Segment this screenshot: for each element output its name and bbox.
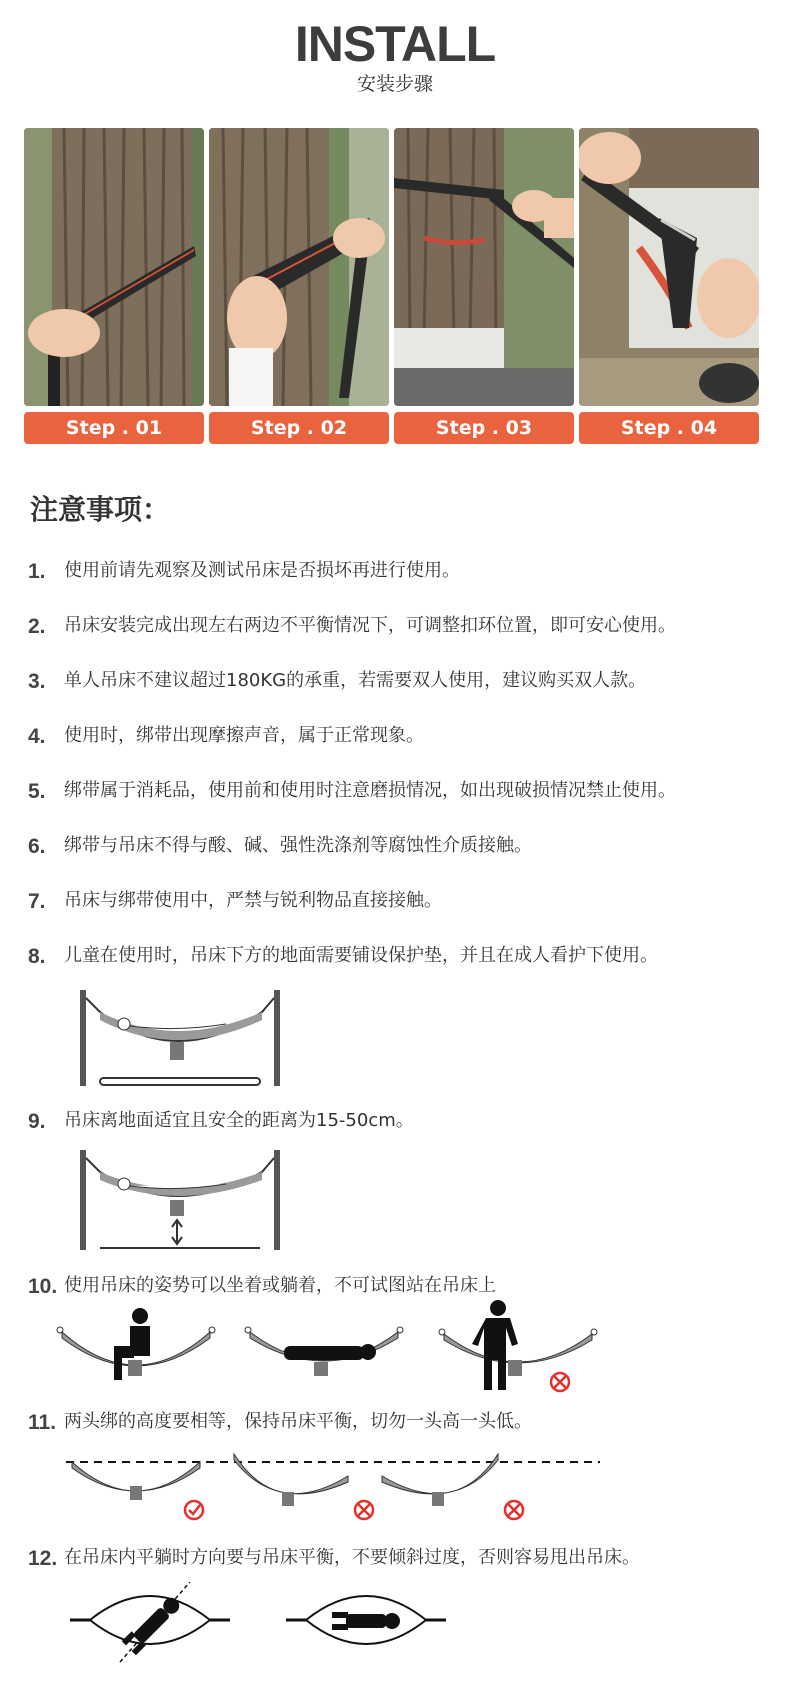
child-protection-illustration xyxy=(76,990,286,1090)
note-8-text: 儿童在使用时，吊床下方的地面需要铺设保护垫，并且在成人看护下使用。 xyxy=(64,945,658,966)
step-1-label: Step . 01 xyxy=(24,412,204,444)
notes-heading: 注意事项： xyxy=(30,493,171,526)
note-2-number: 2. xyxy=(28,615,46,638)
ground-distance-illustration xyxy=(76,1150,286,1250)
lying-direction-illustration xyxy=(70,1582,450,1672)
note-11-text: 两头绑的高度要相等，保持吊床平衡，切勿一头高一头低。 xyxy=(64,1411,532,1432)
note-5-number: 5. xyxy=(28,780,46,803)
step-card-3 xyxy=(394,128,574,439)
check-icon xyxy=(185,1501,203,1519)
note-8-number: 8. xyxy=(28,945,46,968)
note-11-number: 11. xyxy=(28,1411,57,1434)
page-subtitle: 安装步骤 xyxy=(356,73,433,95)
step-card-4 xyxy=(579,128,759,439)
balance-illustration xyxy=(66,1450,606,1530)
note-1-number: 1. xyxy=(28,560,46,583)
step-3-label: Step . 03 xyxy=(394,412,574,444)
posture-standing-illustration xyxy=(436,1300,606,1400)
note-10-number: 10. xyxy=(28,1275,58,1298)
note-3-number: 3. xyxy=(28,670,46,693)
posture-lying-illustration xyxy=(244,1308,404,1388)
note-12-text: 在吊床内平躺时方向要与吊床平衡，不要倾斜过度，否则容易甩出吊床。 xyxy=(64,1547,640,1568)
step-2-label: Step . 02 xyxy=(209,412,389,444)
step-4-photo xyxy=(579,128,759,406)
note-7-number: 7. xyxy=(28,890,46,913)
note-4-number: 4. xyxy=(28,725,46,748)
note-12-number: 12. xyxy=(28,1547,58,1570)
note-5-text: 绑带属于消耗品，使用前和使用时注意磨损情况，如出现破损情况禁止使用。 xyxy=(64,780,676,801)
note-4-text: 使用时，绑带出现摩擦声音，属于正常现象。 xyxy=(64,725,424,746)
note-1-text: 使用前请先观察及测试吊床是否损坏再进行使用。 xyxy=(64,560,460,581)
note-9-number: 9. xyxy=(28,1110,46,1133)
note-6-text: 绑带与吊床不得与酸、碱、强性洗涤剂等腐蚀性介质接触。 xyxy=(64,835,532,856)
note-10-text: 使用吊床的姿势可以坐着或躺着，不可试图站在吊床上 xyxy=(64,1275,496,1296)
note-6-number: 6. xyxy=(28,835,46,858)
step-2-photo xyxy=(209,128,389,406)
step-4-label: Step . 04 xyxy=(579,412,759,444)
posture-sitting-illustration xyxy=(56,1308,216,1388)
step-card-1 xyxy=(24,128,204,439)
step-1-photo xyxy=(24,128,204,406)
note-7-text: 吊床与绑带使用中，严禁与锐利物品直接接触。 xyxy=(64,890,442,911)
step-card-2 xyxy=(209,128,389,439)
note-9-text: 吊床离地面适宜且安全的距离为15-50cm。 xyxy=(64,1110,414,1131)
note-2-text: 吊床安装完成出现左右两边不平衡情况下，可调整扣环位置，即可安心使用。 xyxy=(64,615,676,636)
page-title: INSTALL xyxy=(294,16,496,72)
note-3-text: 单人吊床不建议超过180KG的承重，若需要双人使用，建议购买双人款。 xyxy=(64,670,647,691)
step-3-photo xyxy=(394,128,574,406)
